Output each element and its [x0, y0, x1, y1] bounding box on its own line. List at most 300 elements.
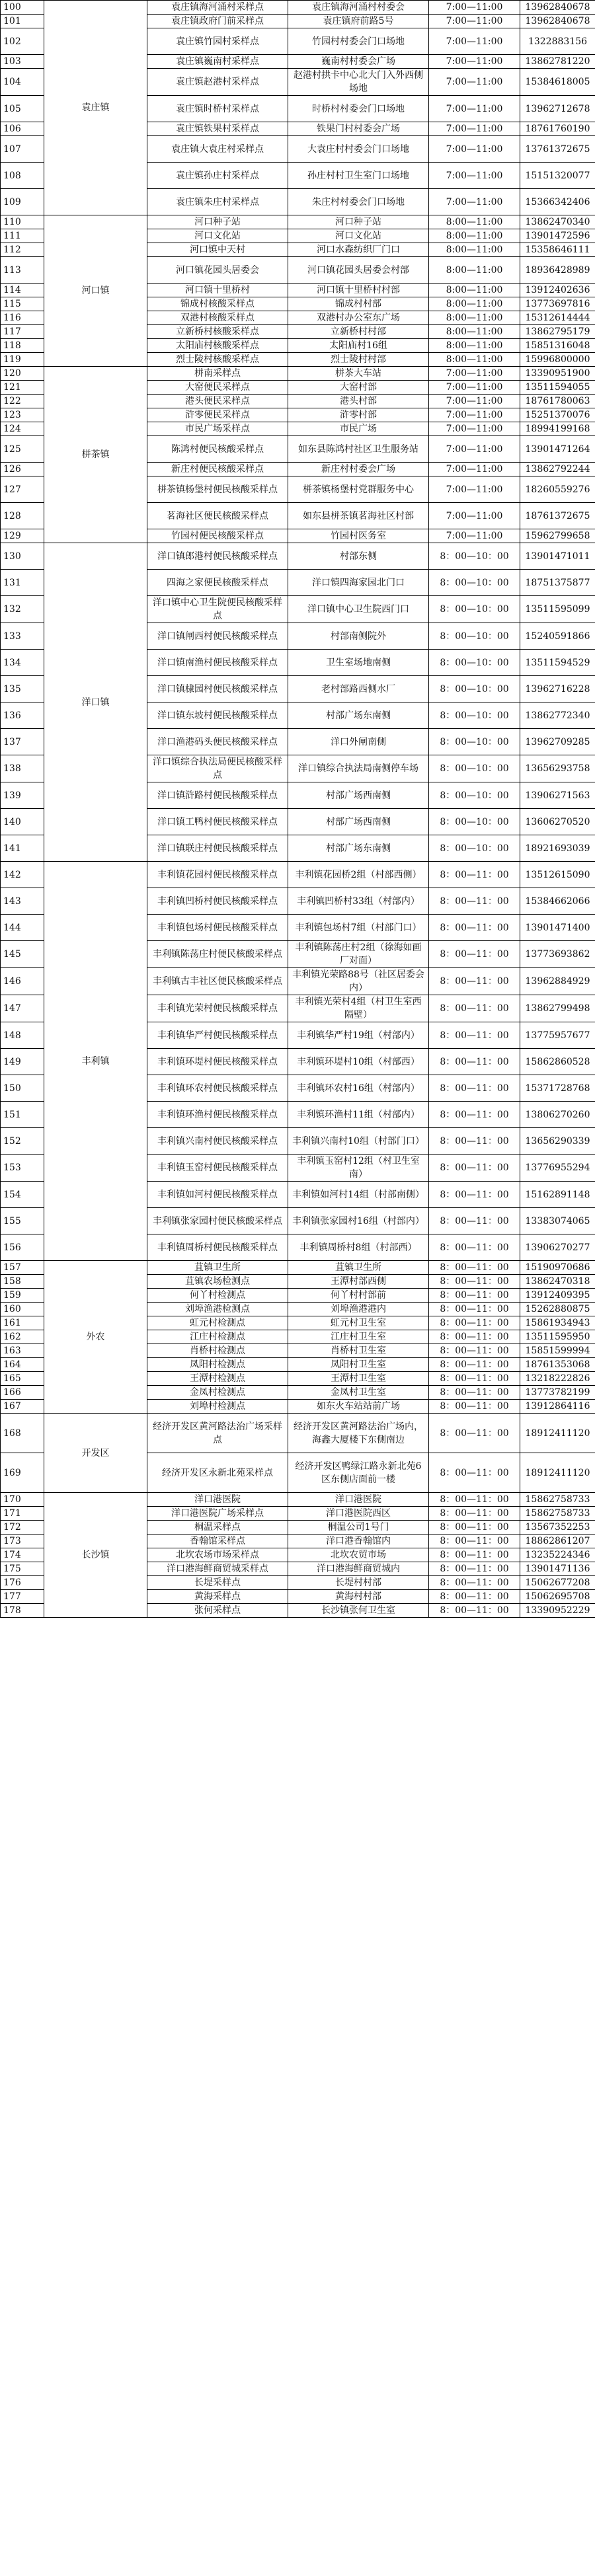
site-address-cell: 立新桥村村部 — [288, 325, 429, 339]
service-time-cell: 8:00—11:00 — [429, 229, 520, 243]
site-name-cell: 肖桥村检测点 — [147, 1344, 288, 1358]
service-time-cell: 8:00—11:00 — [429, 311, 520, 325]
site-address-cell: 河口水森纺织厂门口 — [288, 243, 429, 257]
contact-phone-cell: 13862470318 — [520, 1275, 595, 1289]
site-address-cell: 时桥村村委会门口场地 — [288, 96, 429, 122]
site-address-cell: 丰利镇周桥村8组（村部西） — [288, 1234, 429, 1261]
site-address-cell: 丰利镇环堤村10组（村部西） — [288, 1049, 429, 1075]
service-time-cell: 7:00—11:00 — [429, 163, 520, 189]
service-time-cell: 8：00—11：00 — [429, 941, 520, 968]
site-name-cell: 袁庄镇孙庄村采样点 — [147, 163, 288, 189]
site-address-cell: 洋口港海鲜商贸城内 — [288, 1562, 429, 1576]
contact-phone-cell: 13390952229 — [520, 1604, 595, 1618]
service-time-cell: 8：00—10：00 — [429, 809, 520, 835]
site-number-cell: 160 — [1, 1303, 44, 1316]
site-name-cell: 经济开发区永新北苑采样点 — [147, 1453, 288, 1493]
site-name-cell: 袁庄镇朱庄村采样点 — [147, 189, 288, 215]
site-name-cell: 河口文化站 — [147, 229, 288, 243]
site-name-cell: 丰利镇环堤村便民核酸采样点 — [147, 1049, 288, 1075]
site-address-cell: 丰利镇华严村19组（村部内） — [288, 1022, 429, 1049]
site-address-cell: 黄海村村部 — [288, 1590, 429, 1604]
site-address-cell: 王潭村部西侧 — [288, 1275, 429, 1289]
site-number-cell: 136 — [1, 702, 44, 729]
service-time-cell: 8：00—11：00 — [429, 1303, 520, 1316]
service-time-cell: 8:00—11:00 — [429, 243, 520, 257]
site-address-cell: 袁庄镇海河涌村村委会 — [288, 1, 429, 15]
site-name-cell: 北坎农场市场采样点 — [147, 1548, 288, 1562]
site-number-cell: 140 — [1, 809, 44, 835]
site-name-cell: 丰利镇周桥村便民核酸采样点 — [147, 1234, 288, 1261]
contact-phone-cell: 15384618005 — [520, 69, 595, 96]
site-number-cell: 166 — [1, 1386, 44, 1400]
service-time-cell: 8：00—10：00 — [429, 702, 520, 729]
town-cell: 袁庄镇 — [44, 1, 147, 215]
site-number-cell: 108 — [1, 163, 44, 189]
site-name-cell: 浒零便民采样点 — [147, 408, 288, 422]
site-number-cell: 172 — [1, 1521, 44, 1534]
site-address-cell: 袁庄镇府前路5号 — [288, 15, 429, 28]
contact-phone-cell: 13218222826 — [520, 1372, 595, 1386]
site-address-cell: 大窑村部 — [288, 381, 429, 395]
site-number-cell: 162 — [1, 1330, 44, 1344]
site-number-cell: 137 — [1, 729, 44, 755]
contact-phone-cell: 15358646111 — [520, 243, 595, 257]
contact-phone-cell: 18862861207 — [520, 1534, 595, 1548]
service-time-cell: 7:00—11:00 — [429, 55, 520, 69]
site-name-cell: 丰利镇兴南村便民核酸采样点 — [147, 1128, 288, 1155]
site-name-cell: 洋口镇棣园村便民核酸采样点 — [147, 676, 288, 702]
service-time-cell: 7:00—11:00 — [429, 529, 520, 543]
contact-phone-cell: 13512615090 — [520, 862, 595, 888]
contact-phone-cell: 13901471400 — [520, 915, 595, 941]
site-name-cell: 江庄村检测点 — [147, 1330, 288, 1344]
contact-phone-cell: 15366342406 — [520, 189, 595, 215]
site-number-cell: 109 — [1, 189, 44, 215]
site-name-cell: 河口镇十里桥村 — [147, 284, 288, 297]
service-time-cell: 8：00—11：00 — [429, 1493, 520, 1507]
site-number-cell: 151 — [1, 1102, 44, 1128]
contact-phone-cell: 18761372675 — [520, 503, 595, 529]
site-name-cell: 洋口港医院广场采样点 — [147, 1507, 288, 1521]
site-number-cell: 113 — [1, 257, 44, 284]
service-time-cell: 8：00—11：00 — [429, 1576, 520, 1590]
site-number-cell: 118 — [1, 339, 44, 353]
site-name-cell: 虹元村检测点 — [147, 1316, 288, 1330]
site-number-cell: 114 — [1, 284, 44, 297]
town-cell: 外农 — [44, 1261, 147, 1414]
site-number-cell: 165 — [1, 1372, 44, 1386]
site-number-cell: 168 — [1, 1414, 44, 1453]
site-number-cell: 106 — [1, 122, 44, 136]
site-number-cell: 105 — [1, 96, 44, 122]
site-number-cell: 134 — [1, 650, 44, 676]
contact-phone-cell: 13901471264 — [520, 436, 595, 463]
site-number-cell: 100 — [1, 1, 44, 15]
contact-phone-cell: 15062695708 — [520, 1590, 595, 1604]
service-time-cell: 8：00—11：00 — [429, 1075, 520, 1102]
contact-phone-cell: 13606270520 — [520, 809, 595, 835]
site-name-cell: 茗海社区便民核酸采样点 — [147, 503, 288, 529]
contact-phone-cell: 15240591866 — [520, 623, 595, 650]
site-address-cell: 北坎农贸市场 — [288, 1548, 429, 1562]
contact-phone-cell: 18761353068 — [520, 1358, 595, 1372]
site-address-cell: 经济开发区鸭绿江路永新北苑6区东侧店面前一楼 — [288, 1453, 429, 1493]
site-address-cell: 竹园村村委会门口场地 — [288, 28, 429, 55]
site-number-cell: 173 — [1, 1534, 44, 1548]
site-number-cell: 154 — [1, 1182, 44, 1208]
service-time-cell: 8：00—11：00 — [429, 1372, 520, 1386]
site-name-cell: 刘埠渔港检测点 — [147, 1303, 288, 1316]
service-time-cell: 7:00—11:00 — [429, 408, 520, 422]
site-address-cell: 河口镇花园头居委会村部 — [288, 257, 429, 284]
contact-phone-cell: 18936428989 — [520, 257, 595, 284]
site-address-cell: 丰利镇包场村7组（村部门口） — [288, 915, 429, 941]
site-number-cell: 117 — [1, 325, 44, 339]
service-time-cell: 8：00—11：00 — [429, 1590, 520, 1604]
site-address-cell: 江庄村卫生室 — [288, 1330, 429, 1344]
contact-phone-cell: 18260559276 — [520, 476, 595, 503]
service-time-cell: 8：00—11：00 — [429, 1208, 520, 1234]
contact-phone-cell: 15062677208 — [520, 1576, 595, 1590]
site-address-cell: 村部广场东南侧 — [288, 702, 429, 729]
service-time-cell: 8：00—11：00 — [429, 1562, 520, 1576]
site-number-cell: 150 — [1, 1075, 44, 1102]
service-time-cell: 8：00—11：00 — [429, 915, 520, 941]
site-address-cell: 经济开发区黄河路法治广场内，海鑫大厦楼下东侧南边 — [288, 1414, 429, 1453]
service-time-cell: 8:00—11:00 — [429, 353, 520, 367]
site-name-cell: 袁庄镇海河涌村采样点 — [147, 1, 288, 15]
contact-phone-cell: 15251370076 — [520, 408, 595, 422]
contact-phone-cell: 13773693862 — [520, 941, 595, 968]
table-row — [1, 1414, 595, 1453]
site-name-cell: 四海之家便民核酸采样点 — [147, 570, 288, 596]
site-name-cell: 栟南采样点 — [147, 367, 288, 381]
site-number-cell: 132 — [1, 596, 44, 623]
service-time-cell: 7:00—11:00 — [429, 96, 520, 122]
site-address-cell: 桐温公司1号门 — [288, 1521, 429, 1534]
site-address-cell: 何丫村村部前 — [288, 1289, 429, 1303]
contact-phone-cell: 18994199168 — [520, 422, 595, 436]
service-time-cell: 8：00—11：00 — [429, 1507, 520, 1521]
town-cell: 丰利镇 — [44, 862, 147, 1261]
site-number-cell: 171 — [1, 1507, 44, 1521]
service-time-cell: 8：00—11：00 — [429, 1344, 520, 1358]
site-name-cell: 新庄村便民核酸采样点 — [147, 463, 288, 476]
site-name-cell: 洋口镇联庄村便民核酸采样点 — [147, 835, 288, 862]
site-address-cell: 村部南侧院外 — [288, 623, 429, 650]
site-number-cell: 157 — [1, 1261, 44, 1275]
site-address-cell: 凤阳村卫生室 — [288, 1358, 429, 1372]
site-name-cell: 洋口镇浒路村便民核酸采样点 — [147, 782, 288, 809]
site-address-cell: 丰利镇陈荡庄村2组（徐海如画厂对面） — [288, 941, 429, 968]
site-name-cell: 袁庄镇竹园村采样点 — [147, 28, 288, 55]
site-number-cell: 174 — [1, 1548, 44, 1562]
site-address-cell: 大袁庄村村委会门口场地 — [288, 136, 429, 163]
service-time-cell: 7:00—11:00 — [429, 476, 520, 503]
site-number-cell: 141 — [1, 835, 44, 862]
town-cell: 长沙镇 — [44, 1493, 147, 1618]
contact-phone-cell: 15190970686 — [520, 1261, 595, 1275]
table-row — [1, 367, 595, 381]
site-name-cell: 苴镇卫生所 — [147, 1261, 288, 1275]
contact-phone-cell: 13962716228 — [520, 676, 595, 702]
site-name-cell: 洋口镇闸西村便民核酸采样点 — [147, 623, 288, 650]
service-time-cell: 7:00—11:00 — [429, 436, 520, 463]
site-number-cell: 107 — [1, 136, 44, 163]
site-name-cell: 丰利镇环渔村便民核酸采样点 — [147, 1102, 288, 1128]
site-name-cell: 凤阳村检测点 — [147, 1358, 288, 1372]
site-address-cell: 丰利镇张家园村16组（村部内） — [288, 1208, 429, 1234]
contact-phone-cell: 13906271563 — [520, 782, 595, 809]
site-number-cell: 145 — [1, 941, 44, 968]
contact-phone-cell: 13862772340 — [520, 702, 595, 729]
site-number-cell: 178 — [1, 1604, 44, 1618]
service-time-cell: 8：00—10：00 — [429, 623, 520, 650]
contact-phone-cell: 13962709285 — [520, 729, 595, 755]
contact-phone-cell: 15371728768 — [520, 1075, 595, 1102]
site-name-cell: 长堤采样点 — [147, 1576, 288, 1590]
service-time-cell: 8：00—11：00 — [429, 1289, 520, 1303]
contact-phone-cell: 13862795179 — [520, 325, 595, 339]
site-number-cell: 161 — [1, 1316, 44, 1330]
site-address-cell: 洋口镇四海家园北门口 — [288, 570, 429, 596]
service-time-cell: 8:00—11:00 — [429, 325, 520, 339]
site-number-cell: 152 — [1, 1128, 44, 1155]
contact-phone-cell: 13901472596 — [520, 229, 595, 243]
contact-phone-cell: 15312614444 — [520, 311, 595, 325]
site-name-cell: 栟茶镇杨堡村便民核酸采样点 — [147, 476, 288, 503]
contact-phone-cell: 13773782199 — [520, 1386, 595, 1400]
service-time-cell: 8：00—10：00 — [429, 650, 520, 676]
site-address-cell: 朱庄村村委会门口场地 — [288, 189, 429, 215]
site-number-cell: 128 — [1, 503, 44, 529]
service-time-cell: 8：00—11：00 — [429, 1400, 520, 1414]
site-name-cell: 竹园村便民核酸采样点 — [147, 529, 288, 543]
contact-phone-cell: 15162891148 — [520, 1182, 595, 1208]
service-time-cell: 8：00—11：00 — [429, 1128, 520, 1155]
service-time-cell: 8:00—11:00 — [429, 297, 520, 311]
contact-phone-cell: 15861934943 — [520, 1316, 595, 1330]
site-name-cell: 太阳庙村核酸采样点 — [147, 339, 288, 353]
site-number-cell: 116 — [1, 311, 44, 325]
site-address-cell: 双港村办公室东广场 — [288, 311, 429, 325]
site-name-cell: 袁庄镇巍南村采样点 — [147, 55, 288, 69]
site-name-cell: 苴镇农场检测点 — [147, 1275, 288, 1289]
service-time-cell: 8：00—10：00 — [429, 676, 520, 702]
site-address-cell: 洋口港香翰馆内 — [288, 1534, 429, 1548]
site-name-cell: 洋口镇综合执法局便民核酸采样点 — [147, 755, 288, 782]
service-time-cell: 7:00—11:00 — [429, 122, 520, 136]
site-number-cell: 101 — [1, 15, 44, 28]
contact-phone-cell: 13656290339 — [520, 1128, 595, 1155]
contact-phone-cell: 15384662066 — [520, 888, 595, 915]
site-address-cell: 河口镇十里桥村村部 — [288, 284, 429, 297]
contact-phone-cell: 13962840678 — [520, 15, 595, 28]
site-number-cell: 102 — [1, 28, 44, 55]
service-time-cell: 8:00—11:00 — [429, 339, 520, 353]
site-address-cell: 如东县陈鸿村社区卫生服务站 — [288, 436, 429, 463]
contact-phone-cell: 13901471011 — [520, 543, 595, 570]
site-name-cell: 洋口港医院 — [147, 1493, 288, 1507]
site-address-cell: 丰利镇花园桥2组（村部西侧） — [288, 862, 429, 888]
site-name-cell: 锦成村核酸采样点 — [147, 297, 288, 311]
site-number-cell: 177 — [1, 1590, 44, 1604]
service-time-cell: 8：00—11：00 — [429, 1414, 520, 1453]
town-cell: 栟茶镇 — [44, 367, 147, 543]
contact-phone-cell: 13862799498 — [520, 995, 595, 1022]
site-name-cell: 王潭村检测点 — [147, 1372, 288, 1386]
site-name-cell: 双港村核酸采样点 — [147, 311, 288, 325]
service-time-cell: 8：00—10：00 — [429, 755, 520, 782]
site-address-cell: 浒零村部 — [288, 408, 429, 422]
contact-phone-cell: 15262880875 — [520, 1303, 595, 1316]
service-time-cell: 8：00—11：00 — [429, 1330, 520, 1344]
site-name-cell: 丰利镇如河村便民核酸采样点 — [147, 1182, 288, 1208]
site-address-cell: 虹元村卫生室 — [288, 1316, 429, 1330]
service-time-cell: 8：00—10：00 — [429, 543, 520, 570]
site-number-cell: 159 — [1, 1289, 44, 1303]
service-time-cell: 8：00—11：00 — [429, 1358, 520, 1372]
site-name-cell: 港头便民采样点 — [147, 395, 288, 408]
site-address-cell: 如东县栟茶镇茗海社区村部 — [288, 503, 429, 529]
contact-phone-cell: 18751375877 — [520, 570, 595, 596]
contact-phone-cell: 13906270277 — [520, 1234, 595, 1261]
site-address-cell: 丰利镇光荣路88号（社区居委会内） — [288, 968, 429, 995]
site-name-cell: 河口镇花园头居委会 — [147, 257, 288, 284]
site-address-cell: 长堤村村部 — [288, 1576, 429, 1590]
site-name-cell: 洋口港海鲜商贸城采样点 — [147, 1562, 288, 1576]
site-number-cell: 104 — [1, 69, 44, 96]
service-time-cell: 8：00—11：00 — [429, 1049, 520, 1075]
contact-phone-cell: 13862470340 — [520, 215, 595, 229]
site-name-cell: 丰利镇玉窑村便民核酸采样点 — [147, 1155, 288, 1182]
service-time-cell: 8：00—10：00 — [429, 570, 520, 596]
site-address-cell: 烈士陵村村部 — [288, 353, 429, 367]
site-name-cell: 袁庄镇大袁庄村采样点 — [147, 136, 288, 163]
site-number-cell: 119 — [1, 353, 44, 367]
site-name-cell: 丰利镇光荣村便民核酸采样点 — [147, 995, 288, 1022]
site-name-cell: 丰利镇花园村便民核酸采样点 — [147, 862, 288, 888]
contact-phone-cell: 13806270260 — [520, 1102, 595, 1128]
site-name-cell: 袁庄镇政府门前采样点 — [147, 15, 288, 28]
service-time-cell: 8：00—11：00 — [429, 862, 520, 888]
site-number-cell: 153 — [1, 1155, 44, 1182]
site-number-cell: 120 — [1, 367, 44, 381]
contact-phone-cell: 13862792244 — [520, 463, 595, 476]
contact-phone-cell: 13235224346 — [520, 1548, 595, 1562]
contact-phone-cell: 13511595099 — [520, 596, 595, 623]
site-address-cell: 村部东侧 — [288, 543, 429, 570]
site-number-cell: 133 — [1, 623, 44, 650]
site-address-cell: 老村部路西侧水厂 — [288, 676, 429, 702]
site-address-cell: 丰利镇如河村14组（村部南侧） — [288, 1182, 429, 1208]
site-name-cell: 经济开发区黄河路法治广场采样点 — [147, 1414, 288, 1453]
site-address-cell: 刘埠渔港港内 — [288, 1303, 429, 1316]
site-address-cell: 金凤村卫生室 — [288, 1386, 429, 1400]
town-cell: 开发区 — [44, 1414, 147, 1493]
table-row — [1, 543, 595, 570]
site-number-cell: 103 — [1, 55, 44, 69]
contact-phone-cell: 13912864116 — [520, 1400, 595, 1414]
site-name-cell: 丰利镇华严村便民核酸采样点 — [147, 1022, 288, 1049]
site-number-cell: 167 — [1, 1400, 44, 1414]
site-address-cell: 王潭村卫生室 — [288, 1372, 429, 1386]
site-number-cell: 146 — [1, 968, 44, 995]
site-address-cell: 市民广场 — [288, 422, 429, 436]
site-address-cell: 赵港村拱卡中心北大门入外西侧场地 — [288, 69, 429, 96]
contact-phone-cell: 18912411120 — [520, 1414, 595, 1453]
contact-phone-cell: 15862758733 — [520, 1493, 595, 1507]
site-name-cell: 洋口渔港码头便民核酸采样点 — [147, 729, 288, 755]
site-address-cell: 洋口港医院 — [288, 1493, 429, 1507]
site-address-cell: 港头村部 — [288, 395, 429, 408]
table-row — [1, 1493, 595, 1507]
contact-phone-cell: 15962799658 — [520, 529, 595, 543]
contact-phone-cell: 15996800000 — [520, 353, 595, 367]
site-number-cell: 126 — [1, 463, 44, 476]
site-address-cell: 苴镇卫生所 — [288, 1261, 429, 1275]
site-name-cell: 丰利镇包场村便民核酸采样点 — [147, 915, 288, 941]
service-time-cell: 8：00—10：00 — [429, 835, 520, 862]
site-name-cell: 烈士陵村核酸采样点 — [147, 353, 288, 367]
contact-phone-cell: 18761760190 — [520, 122, 595, 136]
site-number-cell: 131 — [1, 570, 44, 596]
site-number-cell: 130 — [1, 543, 44, 570]
site-name-cell: 香翰馆采样点 — [147, 1534, 288, 1548]
service-time-cell: 8：00—11：00 — [429, 1521, 520, 1534]
service-time-cell: 7:00—11:00 — [429, 136, 520, 163]
site-address-cell: 卫生室场地南侧 — [288, 650, 429, 676]
table-row — [1, 862, 595, 888]
site-number-cell: 138 — [1, 755, 44, 782]
contact-phone-cell: 13776955294 — [520, 1155, 595, 1182]
site-name-cell: 桐温采样点 — [147, 1521, 288, 1534]
site-address-cell: 铁果门村村委会广场 — [288, 122, 429, 136]
site-address-cell: 孙庄村村卫生室门口场地 — [288, 163, 429, 189]
contact-phone-cell: 15151320077 — [520, 163, 595, 189]
site-number-cell: 139 — [1, 782, 44, 809]
service-time-cell: 8：00—11：00 — [429, 1275, 520, 1289]
site-name-cell: 陈鸿村便民核酸采样点 — [147, 436, 288, 463]
site-number-cell: 121 — [1, 381, 44, 395]
service-time-cell: 8：00—11：00 — [429, 1548, 520, 1562]
site-number-cell: 129 — [1, 529, 44, 543]
site-address-cell: 丰利镇玉窑村12组（村卫生室南） — [288, 1155, 429, 1182]
site-number-cell: 124 — [1, 422, 44, 436]
service-time-cell: 8：00—11：00 — [429, 995, 520, 1022]
town-cell: 洋口镇 — [44, 543, 147, 862]
service-time-cell: 8：00—11：00 — [429, 1022, 520, 1049]
site-name-cell: 袁庄镇时桥村采样点 — [147, 96, 288, 122]
service-time-cell: 8：00—11：00 — [429, 1261, 520, 1275]
service-time-cell: 7:00—11:00 — [429, 381, 520, 395]
service-time-cell: 8:00—11:00 — [429, 215, 520, 229]
site-name-cell: 袁庄镇赵港村采样点 — [147, 69, 288, 96]
contact-phone-cell: 18912411120 — [520, 1453, 595, 1493]
site-address-cell: 长沙镇张何卫生室 — [288, 1604, 429, 1618]
contact-phone-cell: 15862860528 — [520, 1049, 595, 1075]
site-number-cell: 169 — [1, 1453, 44, 1493]
site-address-cell: 丰利镇光荣村4组（村卫生室西隔壁） — [288, 995, 429, 1022]
service-time-cell: 8：00—11：00 — [429, 1234, 520, 1261]
site-number-cell: 164 — [1, 1358, 44, 1372]
table-row — [1, 1, 595, 15]
site-address-cell: 栟茶大车站 — [288, 367, 429, 381]
contact-phone-cell: 13962712678 — [520, 96, 595, 122]
site-address-cell: 洋口镇中心卫生院西门口 — [288, 596, 429, 623]
site-number-cell: 125 — [1, 436, 44, 463]
service-time-cell: 7:00—11:00 — [429, 69, 520, 96]
